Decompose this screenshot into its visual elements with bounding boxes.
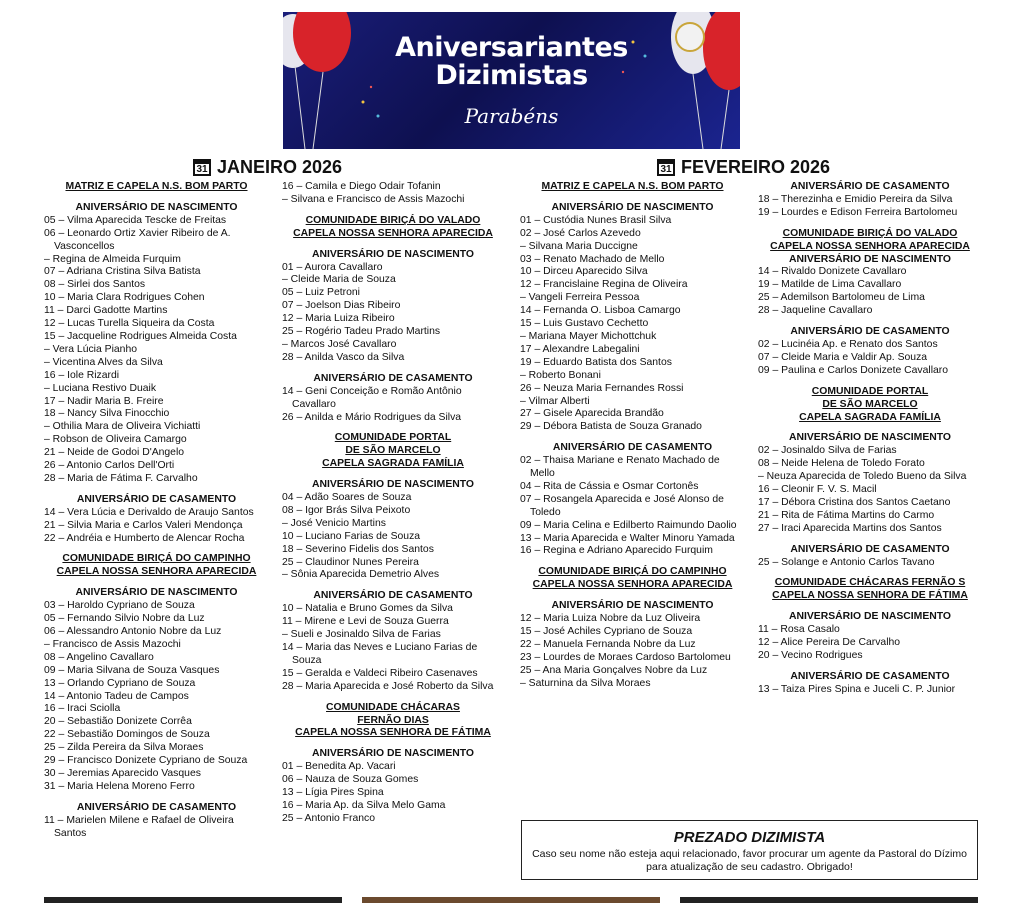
community-heading: CAPELA NOSSA SENHORA APARECIDA xyxy=(770,240,970,252)
section-heading: ANIVERSÁRIO DE NASCIMENTO xyxy=(75,587,238,599)
banner-title-line1: Aniversariantes xyxy=(395,32,628,63)
list-item: – Sônia Aparecida Demetrio Alves xyxy=(282,569,440,581)
list-item: 28 – Maria de Fátima F. Carvalho xyxy=(44,472,198,484)
spacer xyxy=(758,318,982,326)
list-item: 16 – Iraci Sciolla xyxy=(44,703,121,715)
list-item: 02 – Josinaldo Silva de Farias xyxy=(758,445,897,457)
list-item: 02 – José Carlos Azevedo xyxy=(520,227,641,239)
community-heading: COMUNIDADE BIRIÇÁ DO CAMPINHO xyxy=(538,566,727,578)
banner-title-line2: Dizimistas xyxy=(435,60,588,91)
section-heading: ANIVERSÁRIO DE CASAMENTO xyxy=(790,543,950,555)
list-item: 17 – Débora Cristina dos Santos Caetano xyxy=(758,496,951,508)
community-heading: COMUNIDADE PORTAL xyxy=(334,432,452,444)
community-heading: COMUNIDADE BIRIÇÁ DO CAMPINHO xyxy=(62,553,251,565)
list-item: 16 – Regina e Adriano Aparecido Furquim xyxy=(520,545,713,557)
list-item: 02 – Thaisa Mariane e Renato Machado de Mello xyxy=(520,455,720,480)
list-item: 02 – Lucinéia Ap. e Renato dos Santos xyxy=(758,338,938,350)
list-item: 11 – Darci Gadotte Martins xyxy=(44,305,168,317)
footer-bar xyxy=(44,897,342,903)
list-item: 12 – Lucas Turella Siqueira da Costa xyxy=(44,318,215,330)
list-item: – Sueli e Josinaldo Silva de Farias xyxy=(282,629,441,641)
list-item: 09 – Maria Celina e Edilberto Raimundo Daolio xyxy=(520,519,737,531)
section-heading: ANIVERSÁRIO DE CASAMENTO xyxy=(790,326,950,338)
list-item: 09 – Maria Silvana de Souza Vasques xyxy=(44,664,220,676)
section-heading: ANIVERSÁRIO DE NASCIMENTO xyxy=(788,432,952,444)
spacer xyxy=(282,471,504,479)
section-heading: ANIVERSÁRIO DE CASAMENTO xyxy=(76,493,237,505)
calendar-icon: 31 xyxy=(193,159,211,176)
list-item: 04 – Adão Soares de Souza xyxy=(282,492,412,504)
month-february xyxy=(657,157,830,178)
list-item: 14 – Geni Conceição e Romão Antônio Cavallaro xyxy=(282,385,462,410)
list-item: 07 – Cleide Maria e Valdir Ap. Souza xyxy=(758,351,928,363)
list-item: 10 – Maria Clara Rodrigues Cohen xyxy=(44,292,205,304)
list-item: – Vilmar Alberti xyxy=(520,395,590,407)
list-item: 10 – Luciano Farias de Souza xyxy=(282,530,421,542)
list-item: 25 – Antonio Franco xyxy=(282,812,376,824)
list-item: 12 – Maria Luiza Ribeiro xyxy=(282,313,395,325)
list-item: 25 – Ana Maria Gonçalves Nobre da Luz xyxy=(520,664,708,676)
community-heading: CAPELA NOSSA SENHORA APARECIDA xyxy=(532,579,733,591)
community-heading: DE SÃO MARCELO xyxy=(822,398,918,410)
list-item: 22 – Andréia e Humberto de Alencar Rocha xyxy=(44,532,245,544)
dizimista-note xyxy=(521,820,978,880)
spacer xyxy=(520,194,745,202)
section-heading: ANIVERSÁRIO DE NASCIMENTO xyxy=(551,600,714,612)
list-item: – Luciana Restivo Duaik xyxy=(44,382,157,394)
list-item: 29 – Francisco Donizete Cypriano de Souza xyxy=(44,755,248,767)
list-item: 11 – Marielen Milene e Rafael de Oliveira Santos xyxy=(44,814,234,839)
list-item: – Mariana Mayer Michottchuk xyxy=(520,330,657,342)
list-item: 14 – Maria das Neves e Luciano Farias de Souza xyxy=(282,642,478,666)
list-item: 14 – Fernanda O. Lisboa Camargo xyxy=(520,305,681,317)
list-item: 29 – Débora Batista de Souza Granado xyxy=(520,421,702,433)
list-item: 19 – Lourdes e Edison Ferreira Bartolomeu xyxy=(758,206,958,218)
list-item: 06 – Nauza de Souza Gomes xyxy=(282,774,419,786)
list-item: – Neuza Aparecida de Toledo Bueno da Silva xyxy=(758,471,967,483)
column-jan-left xyxy=(44,181,269,841)
section-heading: ANIVERSÁRIO DE NASCIMENTO xyxy=(788,253,952,265)
spacer xyxy=(282,694,504,702)
spacer xyxy=(282,365,504,373)
list-item: 19 – Eduardo Batista dos Santos xyxy=(520,356,672,368)
list-item: 08 – Neide Helena de Toledo Forato xyxy=(758,458,925,470)
list-item: 14 – Vera Lúcia e Derivaldo de Araujo Santos xyxy=(44,506,254,518)
spacer xyxy=(758,536,982,544)
column-feb-left xyxy=(520,181,745,691)
list-item: 06 – Alessandro Antonio Nobre da Luz xyxy=(44,626,222,637)
list-item: – Vera Lúcia Pianho xyxy=(44,343,138,355)
list-item: 23 – Lourdes de Moraes Cardoso Bartolomeu xyxy=(520,651,731,663)
list-item: 08 – Angelino Cavallaro xyxy=(44,651,154,663)
community-heading: COMUNIDADE BIRIÇÁ DO VALADO xyxy=(305,214,481,226)
list-item: 12 – Maria Luiza Nobre da Luz Oliveira xyxy=(520,613,701,625)
community-heading: COMUNIDADE PORTAL xyxy=(811,385,929,397)
list-item: 13 – Taiza Pires Spina e Juceli C. P. Junior xyxy=(758,683,956,695)
list-item: 15 – Luis Gustavo Cechetto xyxy=(520,318,649,330)
list-item: 26 – Neuza Maria Fernandes Rossi xyxy=(520,382,684,394)
community-heading: COMUNIDADE CHÁCARAS FERNÃO S xyxy=(774,577,966,589)
list-item: 10 – Dirceu Aparecido Silva xyxy=(520,266,648,278)
list-item: 05 – Vilma Aparecida Tescke de Freitas xyxy=(44,214,227,226)
list-item: 14 – Antonio Tadeu de Campos xyxy=(44,690,189,702)
list-item: 26 – Antonio Carlos Dell'Orti xyxy=(44,460,175,472)
list-item: 26 – Anilda e Mário Rodrigues da Silva xyxy=(282,411,462,423)
month-february-label: FEVEREIRO 2026 xyxy=(681,157,831,177)
list-item: – Vangeli Ferreira Pessoa xyxy=(520,292,640,304)
spacer xyxy=(44,194,269,202)
section-heading: ANIVERSÁRIO DE CASAMENTO xyxy=(313,590,473,602)
list-item: 16 – Camila e Diego Odair Tofanin xyxy=(282,181,441,192)
spacer xyxy=(758,378,982,386)
list-item: 18 – Therezinha e Emidio Pereira da Silva xyxy=(758,193,953,205)
list-item: 28 – Jaqueline Cavallaro xyxy=(758,305,873,317)
section-heading: ANIVERSÁRIO DE NASCIMENTO xyxy=(311,748,475,760)
list-item: – Vicentina Alves da Silva xyxy=(44,356,163,368)
header-banner xyxy=(283,12,740,149)
list-item: 28 – Anilda Vasco da Silva xyxy=(282,351,405,363)
list-item: – Marcos José Cavallaro xyxy=(282,338,397,350)
list-item: 14 – Rivaldo Donizete Cavallaro xyxy=(758,266,907,278)
list-item: 19 – Matilde de Lima Cavallaro xyxy=(758,279,902,291)
list-item: 17 – Nadir Maria B. Freire xyxy=(44,395,164,407)
list-item: 28 – Maria Aparecida e José Roberto da Silva xyxy=(282,680,494,692)
list-item: 01 – Aurora Cavallaro xyxy=(282,261,383,273)
list-item: 01 – Custódia Nunes Brasil Silva xyxy=(520,214,672,226)
list-item: – José Venicio Martins xyxy=(282,517,386,529)
community-heading: CAPELA NOSSA SENHORA DE FÁTIMA xyxy=(772,590,968,602)
list-item: – Silvana e Francisco de Assis Mazochi xyxy=(282,193,465,205)
spacer xyxy=(282,424,504,432)
list-item: 11 – Rosa Casalo xyxy=(758,624,840,636)
community-heading: COMUNIDADE BIRIÇÁ DO VALADO xyxy=(782,227,958,239)
list-item: 20 – Sebastião Donizete Corrêa xyxy=(44,716,192,728)
list-item: – Regina de Almeida Furquim xyxy=(44,253,181,265)
list-item: 31 – Maria Helena Moreno Ferro xyxy=(44,780,195,792)
list-item: 03 – Renato Machado de Mello xyxy=(520,253,665,265)
month-january-label: JANEIRO 2026 xyxy=(217,157,343,177)
list-item: 20 – Vecino Rodrigues xyxy=(758,650,863,661)
list-item: 16 – Maria Ap. da Silva Melo Gama xyxy=(282,799,446,811)
list-item: 16 – Cleonir F. V. S. Macil xyxy=(758,484,877,496)
list-item: 22 – Sebastião Domingos de Souza xyxy=(44,729,210,741)
community-heading: CAPELA SAGRADA FAMÍLIA xyxy=(799,411,941,423)
list-item: 21 – Silvia Maria e Carlos Valeri Mendonça xyxy=(44,519,243,531)
spacer xyxy=(282,207,504,215)
list-item: 09 – Paulina e Carlos Donizete Cavallaro xyxy=(758,364,949,376)
list-item: 16 – Iole Rizardi xyxy=(44,369,120,381)
section-heading: ANIVERSÁRIO DE NASCIMENTO xyxy=(551,201,714,213)
list-item: – Cleide Maria de Souza xyxy=(282,274,396,286)
section-heading: ANIVERSÁRIO DE CASAMENTO xyxy=(76,801,237,813)
section-heading: ANIVERSÁRIO DE CASAMENTO xyxy=(790,181,950,192)
spacer xyxy=(44,794,269,802)
banner-parabens: Parabéns xyxy=(464,104,559,128)
community-heading: DE SÃO MARCELO xyxy=(345,445,441,457)
list-item: 12 – Alice Pereira De Carvalho xyxy=(758,637,901,649)
spacer xyxy=(44,486,269,494)
spacer xyxy=(520,592,745,600)
community-heading: FERNÃO DIAS xyxy=(357,714,429,726)
list-item: 17 – Alexandre Labegalini xyxy=(520,343,640,355)
list-item: 08 – Igor Brás Silva Peixoto xyxy=(282,504,411,516)
spacer xyxy=(758,663,982,671)
list-item: 15 – Jacqueline Rodrigues Almeida Costa xyxy=(44,330,237,342)
list-item: 13 – Orlando Cypriano de Souza xyxy=(44,677,196,689)
list-item: 25 – Zilda Pereira da Silva Moraes xyxy=(44,742,204,754)
list-item: 21 – Rita de Fátima Martins do Carmo xyxy=(758,509,935,521)
list-item: – Robson de Oliveira Camargo xyxy=(44,434,187,446)
list-item: 25 – Rogério Tadeu Prado Martins xyxy=(282,326,441,338)
note-body: Caso seu nome não esteja aqui relacionado, favor procurar um agente da Pastoral do Dízimo para atualização de seu cadastro. Obrigado! xyxy=(532,848,967,873)
list-item: 06 – Leonardo Ortiz Xavier Ribeiro de A. Vasconcellos xyxy=(44,227,231,252)
list-item: 27 – Gisele Aparecida Brandão xyxy=(520,408,664,420)
list-item: 05 – Fernando Silvio Nobre da Luz xyxy=(44,613,205,625)
list-item: 07 – Joelson Dias Ribeiro xyxy=(282,300,401,312)
list-item: 13 – Maria Aparecida e Walter Minoru Yamada xyxy=(520,532,735,544)
list-item: 30 – Jeremias Aparecido Vasques xyxy=(44,767,201,779)
list-item: 15 – Geralda e Valdeci Ribeiro Casenaves xyxy=(282,667,478,679)
list-item: 13 – Lígia Pires Spina xyxy=(282,787,384,799)
list-item: 25 – Ademilson Bartolomeu de Lima xyxy=(758,292,925,304)
section-heading: ANIVERSÁRIO DE NASCIMENTO xyxy=(311,479,475,491)
column-jan-right xyxy=(282,181,504,826)
section-heading: ANIVERSÁRIO DE NASCIMENTO xyxy=(311,248,475,260)
community-heading: CAPELA NOSSA SENHORA DE FÁTIMA xyxy=(295,727,491,739)
list-item: – Saturnina da Silva Moraes xyxy=(520,677,651,689)
section-heading: ANIVERSÁRIO DE NASCIMENTO xyxy=(788,611,952,623)
list-item: 04 – Rita de Cássia e Osmar Cortonês xyxy=(520,480,699,492)
list-item: – Silvana Maria Duccigne xyxy=(520,240,638,252)
list-item: 18 – Severino Fidelis dos Santos xyxy=(282,543,434,555)
section-heading: ANIVERSÁRIO DE NASCIMENTO xyxy=(75,201,238,213)
community-heading: MATRIZ E CAPELA N.S. BOM PARTO xyxy=(541,181,724,192)
list-item: – Othilia Mara de Oliveira Vichiatti xyxy=(44,421,201,433)
column-feb-right xyxy=(758,181,982,697)
community-heading: MATRIZ E CAPELA N.S. BOM PARTO xyxy=(65,181,248,192)
list-item: 25 – Solange e Antonio Carlos Tavano xyxy=(758,556,935,568)
month-january xyxy=(193,157,342,178)
community-heading: CAPELA NOSSA SENHORA APARECIDA xyxy=(56,566,257,578)
calendar-icon: 31 xyxy=(657,159,675,176)
spacer xyxy=(758,220,982,228)
section-heading: ANIVERSÁRIO DE CASAMENTO xyxy=(790,670,950,682)
note-title: PREZADO DIZIMISTA xyxy=(673,829,826,846)
section-heading: ANIVERSÁRIO DE CASAMENTO xyxy=(313,372,473,384)
list-item: 01 – Benedita Ap. Vacari xyxy=(282,761,396,773)
spacer xyxy=(282,241,504,249)
list-item: 10 – Natalia e Bruno Gomes da Silva xyxy=(282,603,453,615)
list-item: – Roberto Bonani xyxy=(520,369,601,381)
community-heading: COMUNIDADE CHÁCARAS xyxy=(326,701,460,713)
list-item: 07 – Rosangela Aparecida e José Alonso de Toledo xyxy=(520,493,724,518)
community-heading: CAPELA SAGRADA FAMÍLIA xyxy=(322,458,464,470)
list-item: 27 – Iraci Aparecida Martins dos Santos xyxy=(758,522,942,534)
footer-bar xyxy=(362,897,660,903)
list-item: 25 – Claudinor Nunes Pereira xyxy=(282,556,419,568)
list-item: 15 – José Achiles Cypriano de Souza xyxy=(520,626,693,637)
list-item: 22 – Manuela Fernanda Nobre da Luz xyxy=(520,638,696,650)
section-heading: ANIVERSÁRIO DE CASAMENTO xyxy=(552,442,713,454)
list-item: 05 – Luiz Petroni xyxy=(282,287,360,299)
community-heading: CAPELA NOSSA SENHORA APARECIDA xyxy=(293,227,493,239)
list-item: 08 – Sirlei dos Santos xyxy=(44,279,146,291)
list-item: 21 – Neide de Godoi D'Angelo xyxy=(44,447,185,459)
list-item: 11 – Mirene e Levi de Souza Guerra xyxy=(282,616,449,628)
list-item: 12 – Francislaine Regina de Oliveira xyxy=(520,279,688,291)
footer-bar xyxy=(680,897,978,903)
list-item: – Francisco de Assis Mazochi xyxy=(44,638,181,650)
list-item: 18 – Nancy Silva Finocchio xyxy=(44,408,170,420)
list-item: 07 – Adriana Cristina Silva Batista xyxy=(44,266,201,278)
list-item: 03 – Haroldo Cypriano de Souza xyxy=(44,600,195,612)
